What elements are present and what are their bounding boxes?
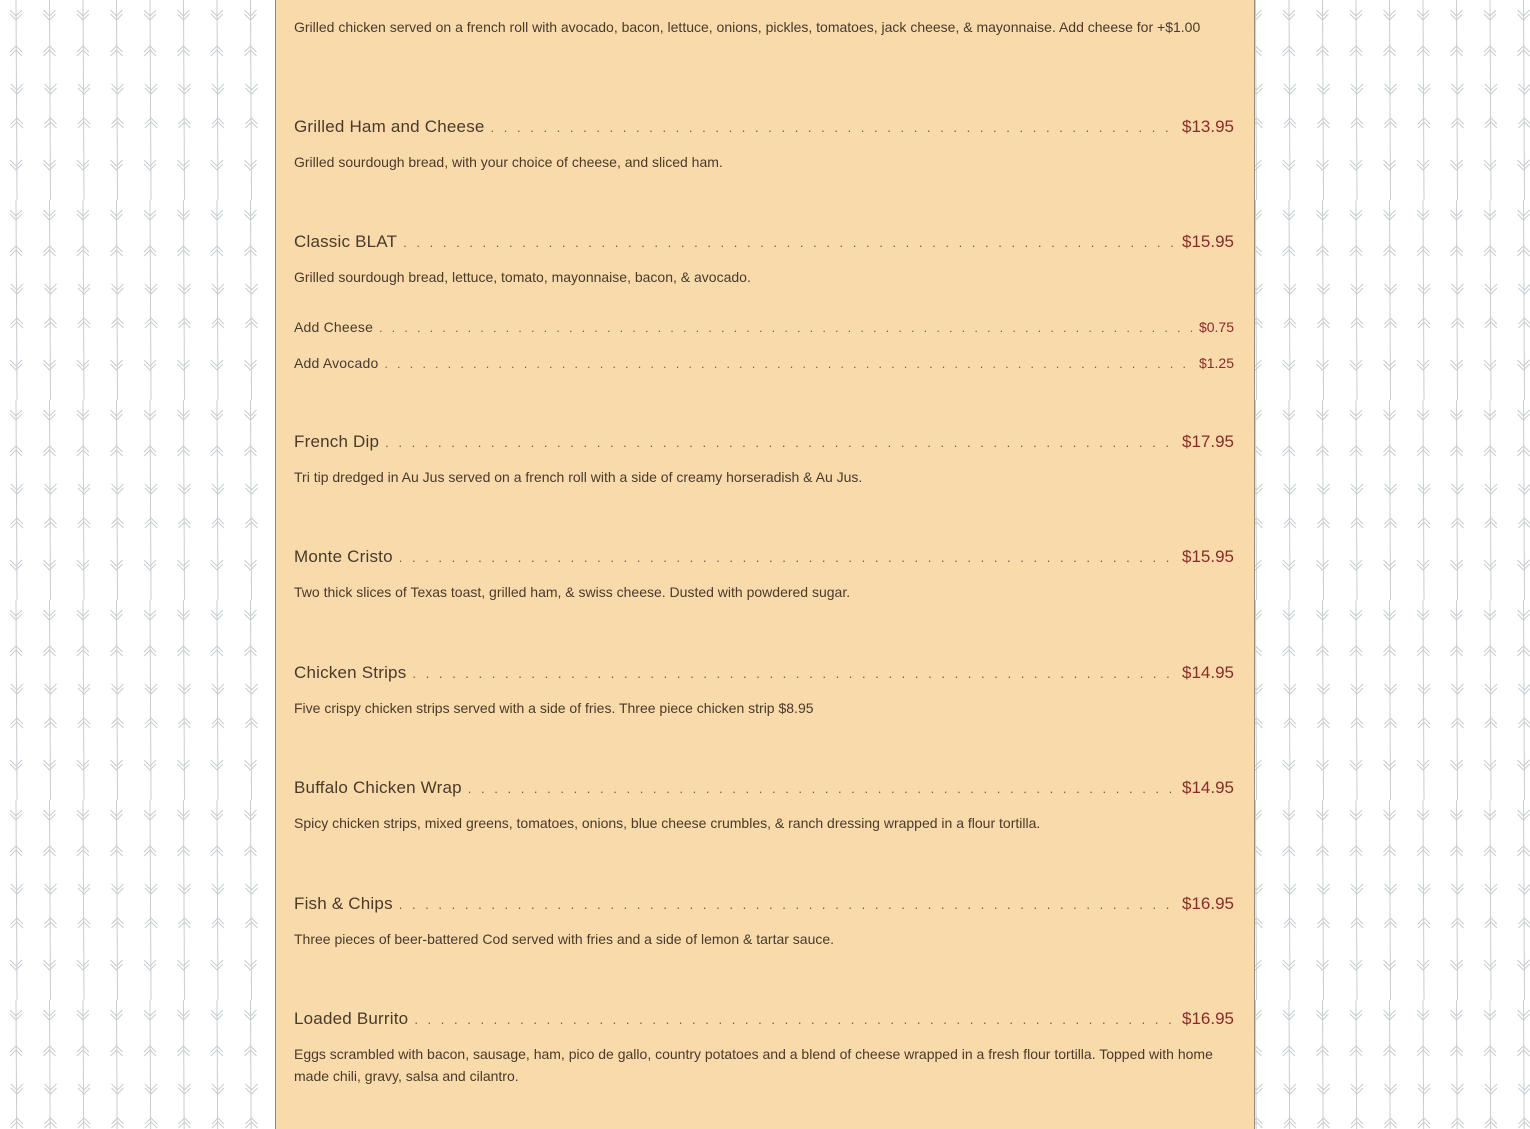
dot-leader [385, 436, 1176, 449]
addon-add-avocado [294, 355, 1234, 371]
item-price: $16.95 [1182, 894, 1234, 913]
addon-price: $0.75 [1198, 319, 1234, 335]
dot-leader [379, 322, 1193, 334]
item-description: Grilled chicken served on a french roll with avocado, bacon, lettuce, onions, pickles, tomatoes, jack cheese, & mayonnaise. Add cheese for +$1.00 [294, 19, 1201, 35]
dot-leader [384, 358, 1192, 370]
addon-price: $1.25 [1198, 355, 1234, 371]
item-description: Grilled sourdough bread, with your choice of cheese, and sliced ham. [294, 154, 723, 170]
addon-add-cheese [294, 319, 1234, 335]
addon-name: Add Cheese [294, 319, 374, 335]
dot-leader [491, 121, 1176, 134]
item-price: $15.95 [1182, 232, 1234, 251]
menu-panel [275, 0, 1255, 1129]
item-price: $13.95 [1182, 117, 1234, 136]
menu-item-loaded-burrito [294, 1009, 1234, 1087]
menu-item-fish-and-chips [294, 894, 1234, 950]
dot-leader [412, 667, 1176, 680]
item-description: Tri tip dredged in Au Jus served on a french roll with a side of creamy horseradish & Au Jus. [294, 469, 863, 485]
dot-leader [403, 236, 1176, 249]
dot-leader [399, 898, 1176, 911]
item-price: $14.95 [1182, 663, 1234, 682]
item-description: Eggs scrambled with bacon, sausage, ham, pico de gallo, country potatoes and a blend of cheese wrapped in a fresh flour tortilla. Topped with home made chili, gravy, salsa and cilantro. [294, 1046, 1213, 1084]
item-name: Monte Cristo [294, 547, 393, 566]
menu-item-french-dip [294, 432, 1234, 488]
item-name: Loaded Burrito [294, 1009, 409, 1028]
item-description: Spicy chicken strips, mixed greens, tomatoes, onions, blue cheese crumbles, & ranch dressing wrapped in a flour tortilla. [294, 815, 1041, 831]
dot-leader [414, 1013, 1176, 1026]
item-name: Buffalo Chicken Wrap [294, 778, 462, 797]
menu-item-grilled-ham-and-cheese [294, 117, 1234, 173]
menu-item-chicken-strips [294, 663, 1234, 719]
item-name: Chicken Strips [294, 663, 407, 682]
item-name: Classic BLAT [294, 232, 398, 251]
item-price: $16.95 [1182, 1009, 1234, 1028]
item-name: French Dip [294, 432, 380, 451]
dot-leader [468, 782, 1176, 795]
menu-item-description-top [294, 16, 1234, 38]
addon-name: Add Avocado [294, 355, 379, 371]
menu-item-buffalo-chicken-wrap [294, 778, 1234, 834]
item-description: Grilled sourdough bread, lettuce, tomato, mayonnaise, bacon, & avocado. [294, 269, 751, 285]
item-name: Grilled Ham and Cheese [294, 117, 485, 136]
item-description: Three pieces of beer-battered Cod served with fries and a side of lemon & tartar sauce. [294, 931, 835, 947]
item-price: $14.95 [1182, 778, 1234, 797]
item-description: Two thick slices of Texas toast, grilled ham, & swiss cheese. Dusted with powdered sugar. [294, 584, 851, 600]
menu-item-monte-cristo [294, 547, 1234, 603]
item-name: Fish & Chips [294, 894, 393, 913]
item-description: Five crispy chicken strips served with a side of fries. Three piece chicken strip $8.95 [294, 700, 814, 716]
item-price: $17.95 [1182, 432, 1234, 451]
menu-item-classic-blat [294, 232, 1234, 288]
dot-leader [399, 551, 1176, 564]
item-price: $15.95 [1182, 547, 1234, 566]
